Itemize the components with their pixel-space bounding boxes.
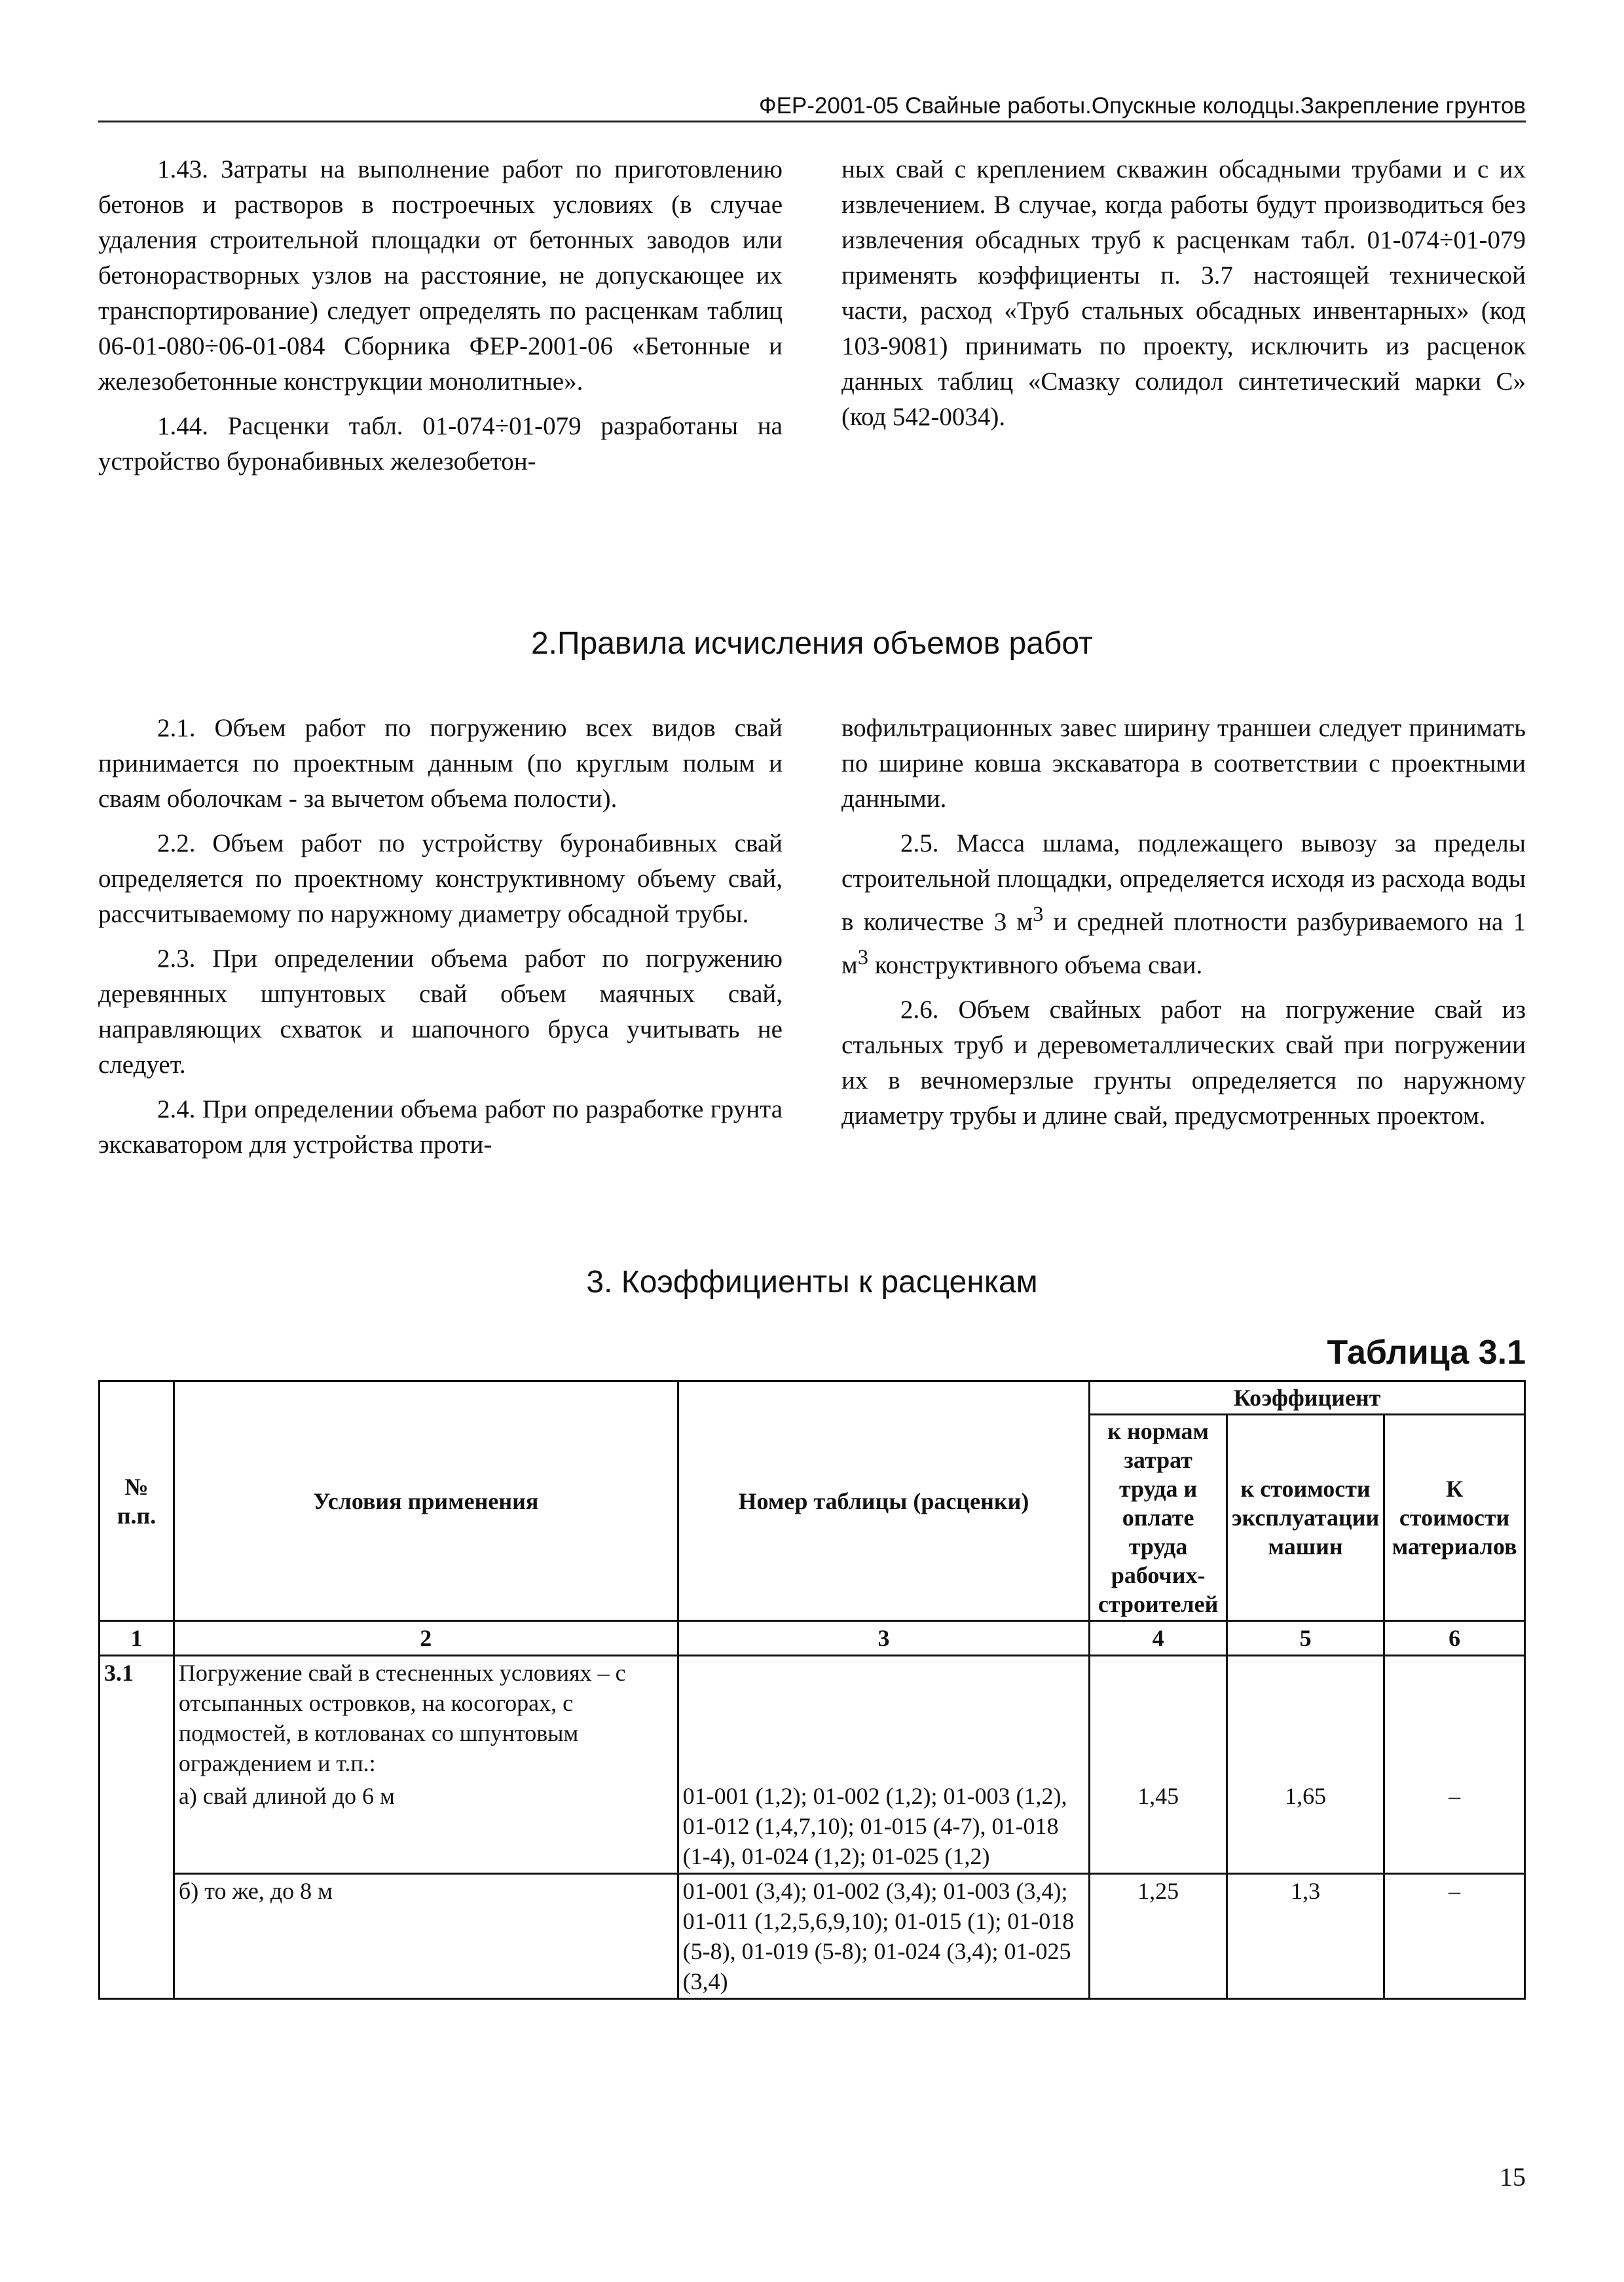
- intro-left-column: [98, 152, 783, 489]
- coef-materials: –: [1384, 1780, 1525, 1874]
- coef-materials: –: [1384, 1874, 1525, 1999]
- table-numbers: 01-001 (3,4); 01-002 (3,4); 01-003 (3,4); 01-011 (1,2,5,6,9,10); 01-015 (1); 01-018 (5-8), 01-019 (5-8); 01-024 (3,4); 01-025 (3,4): [678, 1874, 1090, 1999]
- running-title: ФЕР-2001-05 Свайные работы.Опускные колодцы.Закрепление грунтов: [758, 93, 1526, 119]
- paragraph-2-2: 2.2. Объем работ по устройству буронабивных свай определяется по проектному конструктивному объему свай, рассчитываемому по наружному диаметру обсадной трубы.: [98, 829, 783, 928]
- paragraph-2-5: [841, 826, 1526, 983]
- p25-part-a: 2.5. Масса шлама, подлежащего вывозу за пределы строительной площадки, определяется исходя из расхода воды в количестве 3 м: [841, 829, 1526, 936]
- coef-labor: 1,45: [1090, 1780, 1227, 1874]
- paragraph-2-4: 2.4. При определении объема работ по разработке грунта экскаватором для устройства проти-: [98, 1095, 783, 1159]
- condition-item: а) свай длиной до 6 м: [174, 1780, 678, 1874]
- col-number: 6: [1384, 1621, 1525, 1656]
- col-number: 2: [174, 1621, 678, 1656]
- table-row: [100, 1874, 1525, 1999]
- intro-columns: [98, 152, 1526, 489]
- table-caption: Таблица 3.1: [1327, 1334, 1526, 1372]
- p25-part-b: и средней плотности разбуриваемого на 1 м: [841, 908, 1526, 979]
- paragraph-1-43: 1.43. Затраты на выполнение работ по приготовлению бетонов и растворов в построечных условиях (в случае удаления строительной площадки от бетонных заводов или бетонорастворных узлов на расстояние, не допускающее их транспортирование) следует определять по расценкам таблиц 06-01-080÷06-01-084 Сборника ФЕР-2001-06 «Бетонные и железобетонные конструкции монолитные».: [98, 155, 783, 396]
- section-2-left-column: [98, 711, 783, 1172]
- section-2-right-column: [841, 711, 1526, 1172]
- condition-intro: Погружение свай в стесненных условиях – с отсыпанных островков, на косогорах, с подмостей, в котлованах со шпунтовым ограждением и т.п.:: [174, 1656, 678, 1780]
- header-conditions: Условия применения: [174, 1381, 678, 1621]
- col-number: 5: [1227, 1621, 1384, 1656]
- section-2-title: 2.Правила исчисления объемов работ: [530, 626, 1094, 661]
- column-number-row: [100, 1621, 1525, 1656]
- intro-right-column: [841, 152, 1526, 489]
- row-number: 3.1: [100, 1656, 174, 1999]
- header-labor: к нормам затрат труда и оплате труда рабочих-строителей: [1090, 1415, 1227, 1621]
- paragraph-1-44: 1.44. Расценки табл. 01-074÷01-079 разработаны на устройство буронабивных железобетон-: [98, 412, 783, 476]
- section-2-columns: [98, 711, 1526, 1172]
- table-row: [100, 1780, 1525, 1874]
- paragraph-1-44-continued: ных свай с креплением скважин обсадными трубами и с их извлечением. В случае, когда работы будут производиться без извлечения обсадных труб к расценкам табл. 01-074÷01-079 применять коэффициенты п. 3.7 настоящей технической части, расход «Труб стальных обсадных инвентарных» (код 103-9081) принимать по проекту, исключить из расценок данных таблиц «Смазку солидол синтетический марки С» (код 542-0034).: [841, 155, 1526, 431]
- section-3-title: 3. Коэффициенты к расценкам: [586, 1265, 1038, 1300]
- header-table-no: Номер таблицы (расценки): [678, 1381, 1090, 1621]
- superscript-3: 3: [857, 946, 868, 969]
- header-num: № п.п.: [100, 1381, 174, 1621]
- col-number: 1: [100, 1621, 174, 1656]
- table-numbers: 01-001 (1,2); 01-002 (1,2); 01-003 (1,2), 01-012 (1,4,7,10); 01-015 (4-7), 01-018 (1-4), 01-024 (1,2); 01-025 (1,2): [678, 1780, 1090, 1874]
- page-number: 15: [1500, 2162, 1526, 2192]
- paragraph-2-4-continued: вофильтрационных завес ширину траншеи следует принимать по ширине ковша экскаватора в соответствии с проектными данными.: [841, 714, 1526, 813]
- table-row: [100, 1656, 1525, 1780]
- coef-machines: 1,65: [1227, 1780, 1384, 1874]
- coef-machines: 1,3: [1227, 1874, 1384, 1999]
- header-coefficient-group: Коэффициент: [1090, 1381, 1525, 1415]
- col-number: 3: [678, 1621, 1090, 1656]
- header-machines: к стоимости эксплуатации машин: [1227, 1415, 1384, 1621]
- header-materials: К стоимости материалов: [1384, 1415, 1525, 1621]
- coef-labor: 1,25: [1090, 1874, 1227, 1999]
- p25-part-c: конструктивного объема сваи.: [868, 951, 1203, 979]
- superscript-3: 3: [1033, 903, 1044, 926]
- header-row-1: [100, 1381, 1525, 1415]
- col-number: 4: [1090, 1621, 1227, 1656]
- paragraph-2-3: 2.3. При определении объема работ по погружению деревянных шпунтовых свай объем маячных свай, направляющих схваток и шапочного бруса учитывать не следует.: [98, 945, 783, 1079]
- coefficients-table: [98, 1380, 1526, 2000]
- condition-item: б) то же, до 8 м: [174, 1874, 678, 1999]
- running-header: [98, 93, 1526, 122]
- paragraph-2-6: 2.6. Объем свайных работ на погружение свай из стальных труб и деревометаллических свай при погружении их в вечномерзлые грунты определяется по наружному диаметру трубы и длине свай, предусмотренных проектом.: [841, 996, 1526, 1130]
- paragraph-2-1: 2.1. Объем работ по погружению всех видов свай принимается по проектным данным (по круглым полым и сваям оболочкам - за вычетом объема полости).: [98, 714, 783, 813]
